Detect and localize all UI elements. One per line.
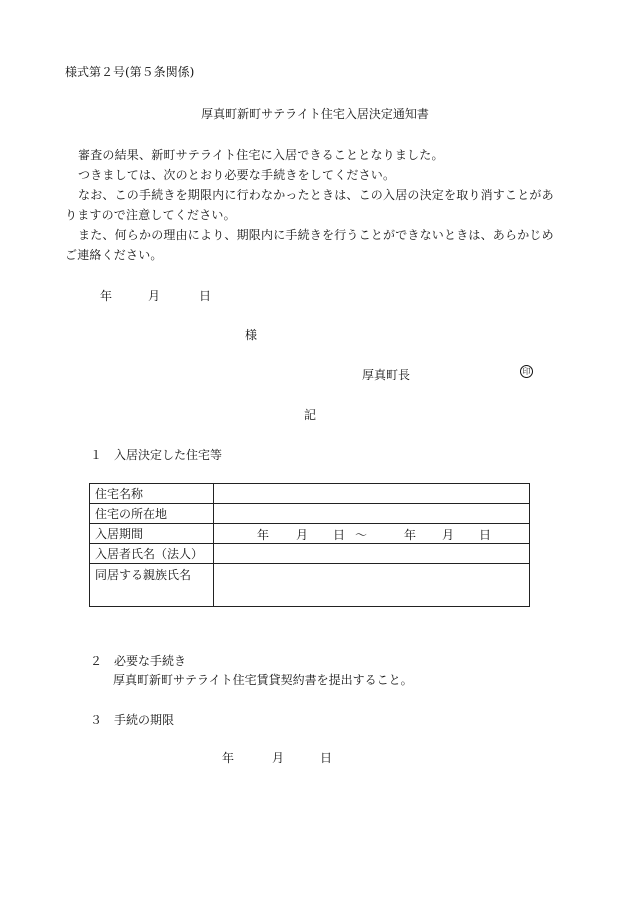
record-label: 記	[304, 408, 317, 422]
document-title: 厚真町新町サテライト住宅入居決定通知書	[201, 107, 429, 121]
form-number-label: 様式第２号(第５条関係)	[65, 65, 195, 79]
row-label-period: 入居期間	[90, 524, 214, 544]
section-1-heading: １ 入居決定した住宅等	[90, 448, 223, 462]
body-paragraph-4: また、何らかの理由により、期限内に手続きを行うことができないときは、あらかじめご連絡ください。	[65, 228, 554, 262]
seal-mark-icon: 印	[520, 365, 533, 378]
section-2-heading: ２ 必要な手続き	[90, 654, 187, 668]
row-value-tenant-name	[214, 544, 530, 564]
issue-date-day: 日	[199, 289, 212, 303]
period-year-end: 年	[404, 528, 417, 542]
section-3-heading: ３ 手続の期限	[90, 713, 175, 727]
row-value-period	[214, 524, 530, 544]
section-2-body: 厚真町新町サテライト住宅賃貸契約書を提出すること。	[113, 673, 413, 687]
row-value-family-names	[214, 564, 530, 607]
issue-date-month: 月	[148, 289, 161, 303]
period-year-start: 年	[257, 528, 270, 542]
row-label-tenant-name: 入居者氏名（法人）	[90, 544, 214, 564]
row-label-housing-name: 住宅名称	[90, 484, 214, 504]
body-paragraph-2: つきましては、次のとおり必要な手続きをしてください。	[78, 168, 396, 182]
issue-date-year: 年	[100, 289, 113, 303]
deadline-date-day: 日	[320, 751, 333, 765]
period-month-start: 月	[296, 528, 309, 542]
body-paragraph-3: なお、この手続きを期限内に行わなかったときは、この入居の決定を取り消すことがありますので注意してください。	[65, 188, 554, 222]
period-day-start: 日	[333, 528, 346, 542]
deadline-date-month: 月	[272, 751, 285, 765]
table-row	[90, 564, 530, 607]
row-label-family-names: 同居する親族氏名	[90, 564, 214, 607]
body-paragraph-1: 審査の結果、新町サテライト住宅に入居できることとなりました。	[78, 148, 444, 162]
row-value-housing-name	[214, 484, 530, 504]
table-row	[90, 544, 530, 564]
period-month-end: 月	[442, 528, 455, 542]
table-row	[90, 524, 530, 544]
addressee-honorific: 様	[245, 328, 258, 342]
row-value-address	[214, 504, 530, 524]
period-tilde: ～	[355, 528, 368, 542]
table-row	[90, 484, 530, 504]
table-row	[90, 504, 530, 524]
row-label-address: 住宅の所在地	[90, 504, 214, 524]
housing-info-table	[89, 483, 530, 607]
period-day-end: 日	[479, 528, 492, 542]
issuer-name: 厚真町長	[362, 368, 411, 382]
deadline-date-year: 年	[222, 751, 235, 765]
